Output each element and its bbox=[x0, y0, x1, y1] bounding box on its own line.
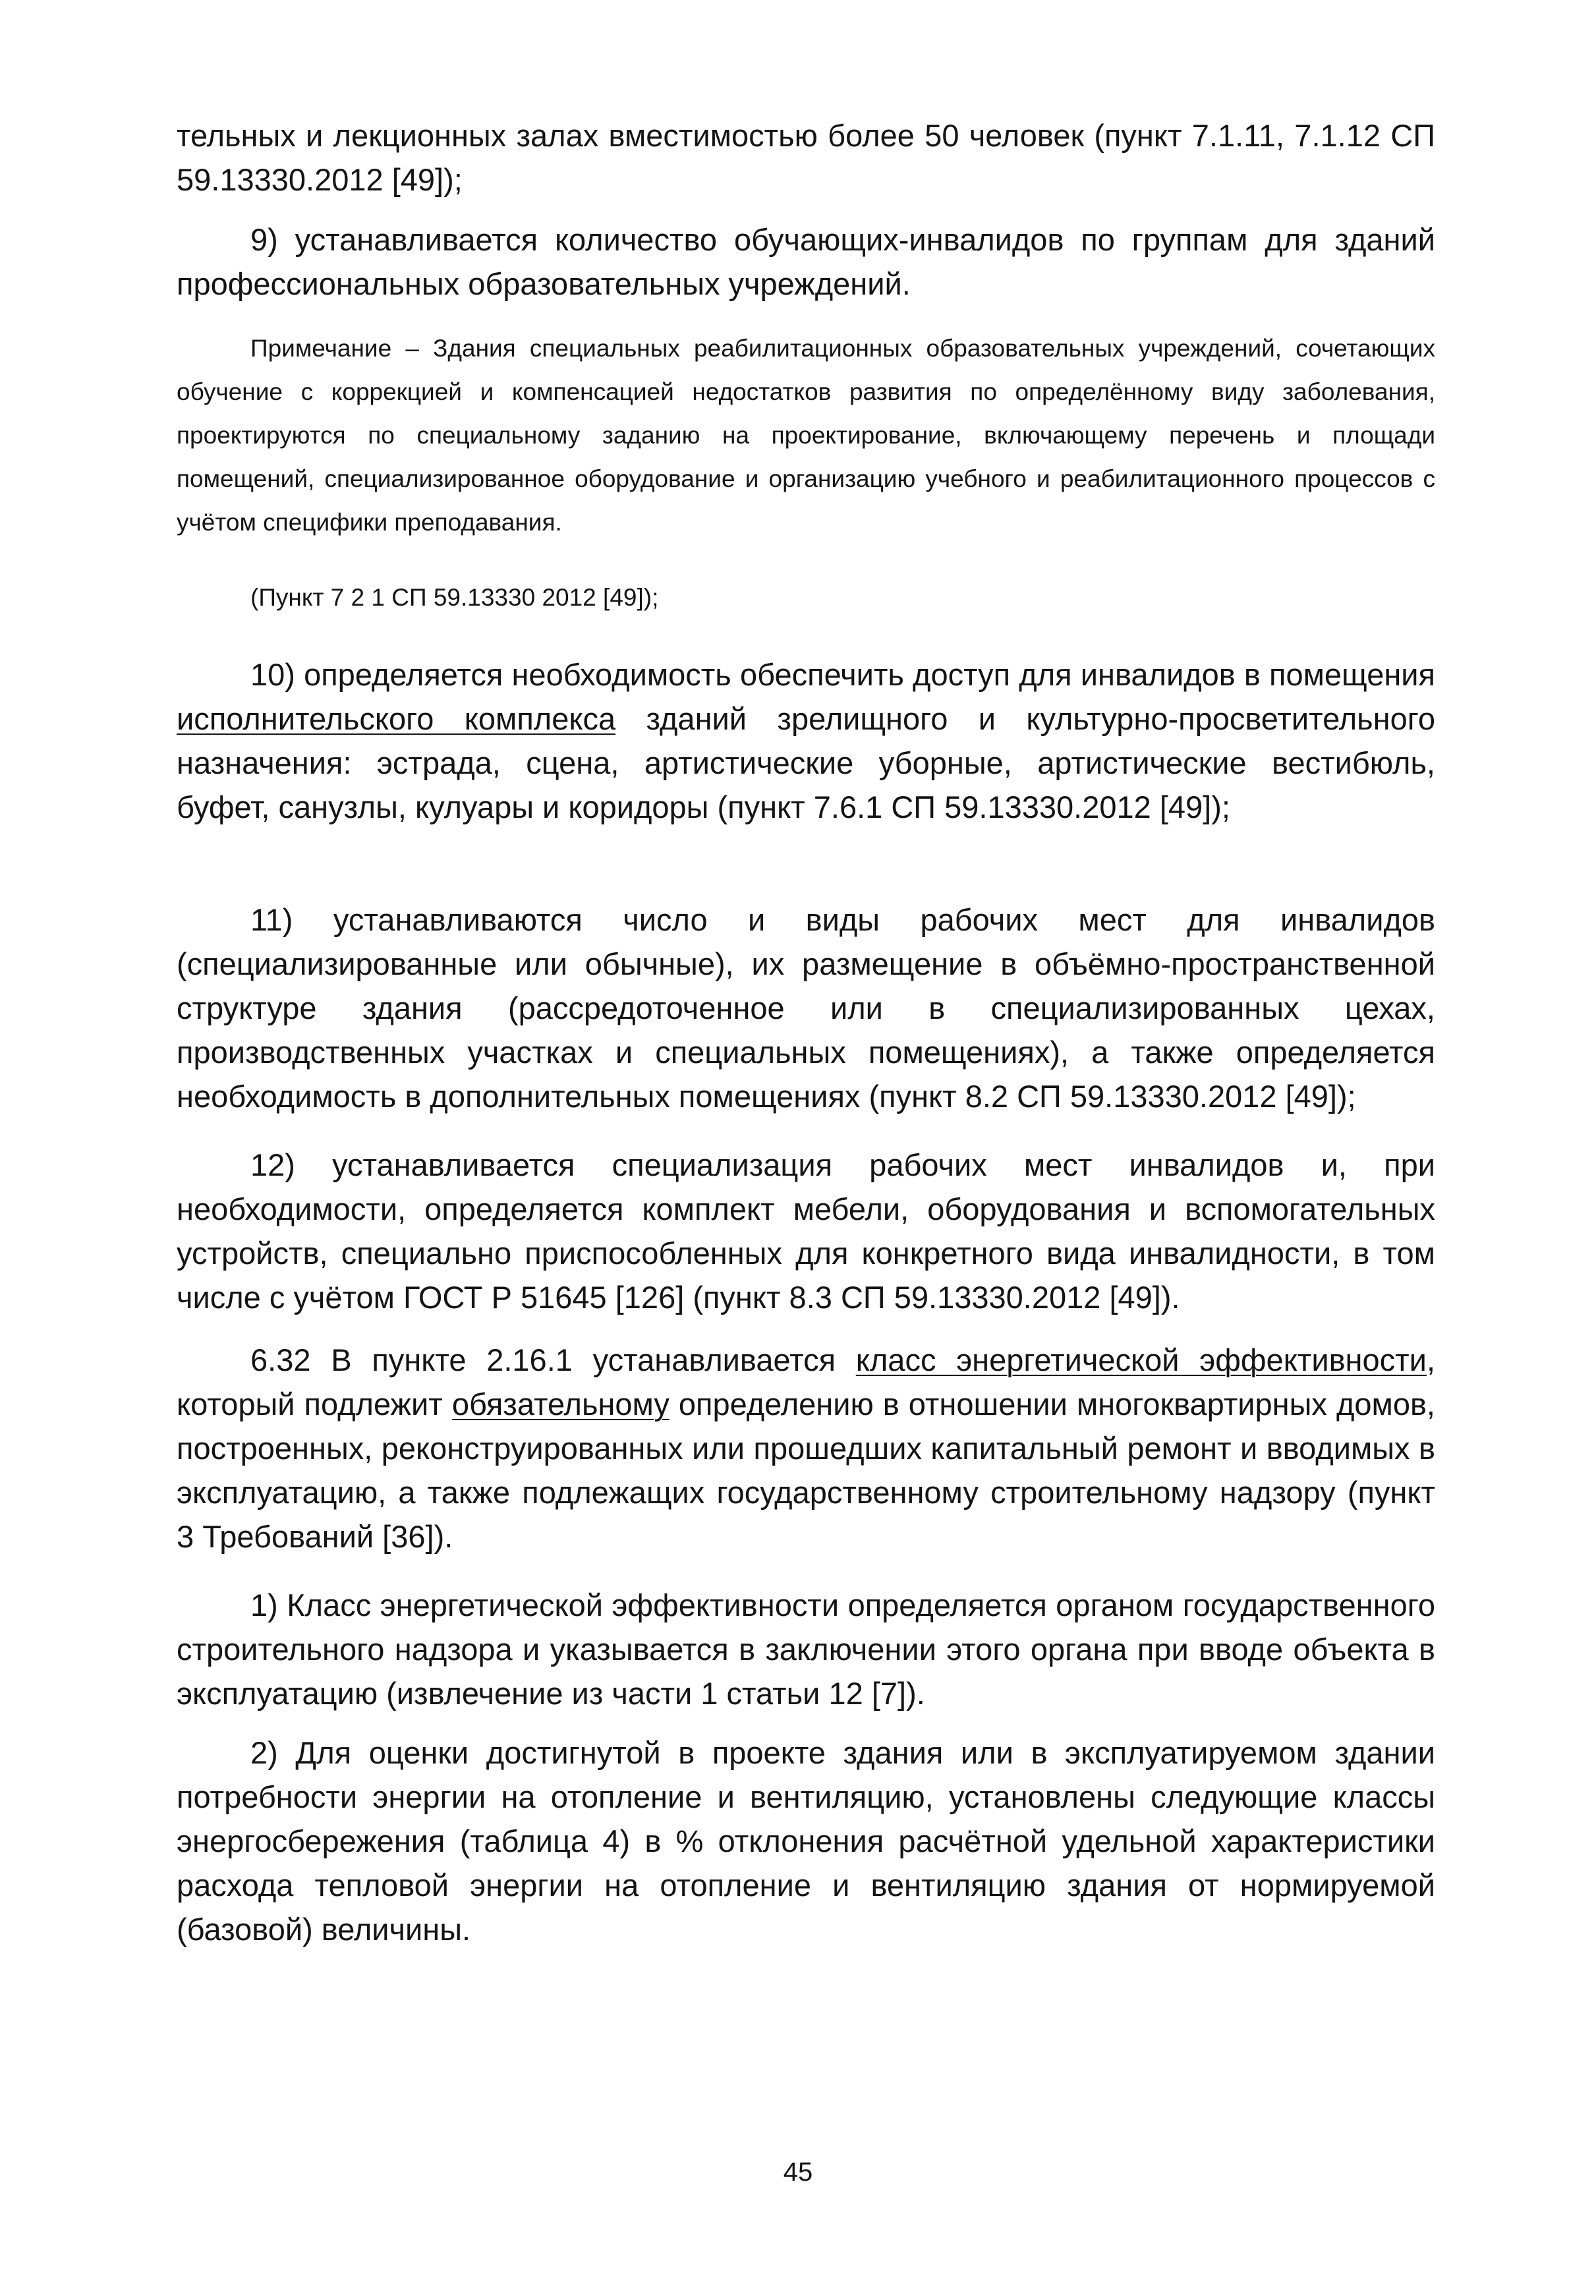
paragraph-text bbox=[177, 1338, 1435, 1559]
paragraph-item-9 bbox=[177, 217, 1435, 306]
text-run: зданий зрелищного и культурно-просветительного назначения: эстрада, сцена, артистические уборные, артистические вестибюль, буфет, санузлы, кулуары и коридоры (пункт 7.6.1 СП 59.13330.2012 [49]); bbox=[177, 701, 1435, 824]
note-reference bbox=[177, 576, 1435, 619]
paragraph-text: 11) устанавливаются число и виды рабочих мест для инвалидов (специализированные или обычные), их размещение в объёмно-пространственной структуре здания (рассредоточенное или в специализированных цехах, производственных участках и специальных помещениях), а также определяется необходимость в дополнительных помещениях (пункт 8.2 СП 59.13330.2012 [49]); bbox=[177, 902, 1435, 1114]
paragraph-text: тельных и лекционных залах вместимостью более 50 человек (пункт 7.1.11, 7.1.12 СП 59.13330.2012 [49]); bbox=[177, 118, 1435, 197]
paragraph-continuation bbox=[177, 113, 1435, 202]
paragraph-item-1 bbox=[177, 1583, 1435, 1715]
text-run: , который подлежит bbox=[177, 1342, 1435, 1421]
paragraph-text: 2) Для оценки достигнутой в проекте здания или в эксплуатируемом здании потребности энергии на отопление и вентиляцию, установлены следующие классы энергосбережения (таблица 4) в % отклонения расчётной удельной характеристики расхода тепловой энергии на отопление и вентиляцию здания от нормируемой (базовой) величины. bbox=[177, 1735, 1435, 1947]
underlined-term: класс энергетической эффективности bbox=[855, 1342, 1427, 1377]
text-run: 10) определяется необходимость обеспечить доступ для инвалидов в помещения bbox=[250, 657, 1435, 692]
underlined-term: обязательному bbox=[451, 1387, 670, 1421]
paragraph-text: 1) Класс энергетической эффективности определяется органом государственного строительного надзора и указывается в заключении этого органа при вводе объекта в эксплуатацию (извлечение из части 1 статьи 12 [7]). bbox=[177, 1588, 1435, 1711]
text-run: определению в отношении многоквартирных домов, построенных, реконструированных или прошедших капитальный ремонт и вводимых в эксплуатацию, а также подлежащих государственному строительному надзору (пункт 3 Требований [36]). bbox=[177, 1387, 1435, 1554]
note-text: Примечание – Здания специальных реабилитационных образовательных учреждений, сочетающих обучение с коррекцией и компенсацией недостатков развития по определённому виду заболевания, проектируются по специальному заданию на проектирование, включающему перечень и площади помещений, специализированное оборудование и организацию учебного и реабилитационного процессов с учётом специфики преподавания. bbox=[177, 335, 1435, 536]
paragraph-item-11 bbox=[177, 898, 1435, 1118]
paragraph-text bbox=[177, 652, 1435, 829]
paragraph-text: 9) устанавливается количество обучающих-инвалидов по группам для зданий профессиональных образовательных учреждений. bbox=[177, 222, 1435, 301]
page-number: 45 bbox=[783, 2158, 813, 2187]
paragraph-6-32 bbox=[177, 1338, 1435, 1559]
note-reference-text: (Пункт 7 2 1 СП 59.13330 2012 [49]); bbox=[250, 584, 659, 611]
note-block bbox=[177, 327, 1435, 544]
paragraph-item-10 bbox=[177, 652, 1435, 829]
paragraph-item-2 bbox=[177, 1731, 1435, 1951]
underlined-term: исполнительского комплекса bbox=[177, 701, 616, 736]
paragraph-item-12 bbox=[177, 1143, 1435, 1319]
paragraph-text: 12) устанавливается специализация рабочих мест инвалидов и, при необходимости, определяется комплект мебели, оборудования и вспомогательных устройств, специально приспособленных для конкретного вида инвалидности, в том числе с учётом ГОСТ Р 51645 [126] (пункт 8.3 СП 59.13330.2012 [49]). bbox=[177, 1147, 1435, 1315]
text-run: 6.32 В пункте 2.16.1 устанавливается bbox=[250, 1342, 856, 1377]
